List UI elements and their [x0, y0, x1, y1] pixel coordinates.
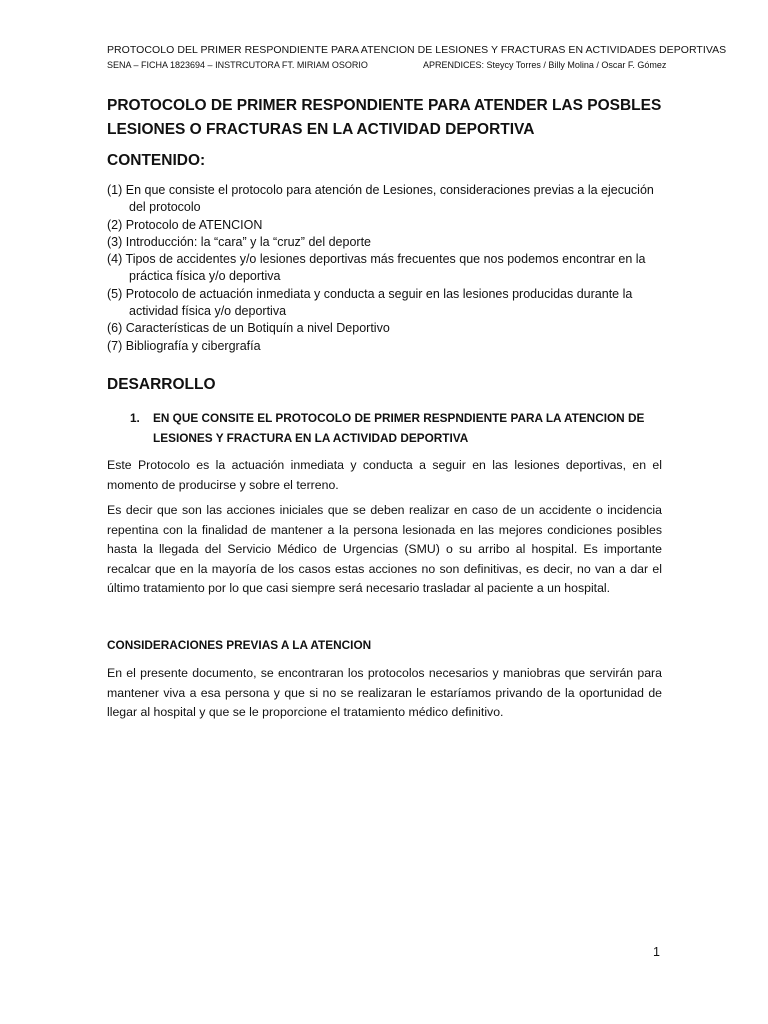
- paragraph-definition: Este Protocolo es la actuación inmediata y conducta a seguir en las lesiones deportivas, en el momento de producirse y sobre el terreno.: [107, 458, 662, 492]
- toc-item-text: (4) Tipos de accidentes y/o lesiones deportivas más frecuentes que nos podemos encontrar en la: [107, 252, 646, 267]
- running-header-institution: SENA – FICHA 1823694 – INSTRCUTORA FT. MIRIAM OSORIO: [107, 60, 368, 70]
- consideraciones-heading: CONSIDERACIONES PREVIAS A LA ATENCION: [107, 638, 372, 652]
- toc-item: [107, 320, 667, 337]
- toc-item: [107, 286, 667, 321]
- toc-item-continuation: práctica física y/o deportiva: [129, 269, 281, 284]
- toc-item: [107, 182, 667, 217]
- section-1-number: 1.: [130, 411, 140, 425]
- toc-item-continuation: del protocolo: [129, 200, 201, 215]
- toc-item-text: (3) Introducción: la “cara” y la “cruz” del deporte: [107, 234, 371, 249]
- toc-item: [107, 217, 667, 234]
- toc-item: [107, 234, 667, 251]
- section-1-title: EN QUE CONSITE EL PROTOCOLO DE PRIMER RESPNDIENTE PARA LA ATENCION DE LESIONES Y FRACTURA EN LA ACTIVIDAD DEPORTIVA: [153, 411, 645, 445]
- page-number: 1: [653, 945, 660, 959]
- toc-item: [107, 251, 667, 286]
- section-1-heading: [130, 408, 660, 448]
- toc-item-text: (2) Protocolo de ATENCION: [107, 217, 263, 232]
- toc-item-text: (1) En que consiste el protocolo para atención de Lesiones, consideraciones previas a la ejecución: [107, 183, 654, 197]
- document-title: PROTOCOLO DE PRIMER RESPONDIENTE PARA ATENDER LAS POSBLES LESIONES O FRACTURAS EN LA ACTIVIDAD DEPORTIVA: [107, 97, 662, 138]
- desarrollo-heading: DESARROLLO: [107, 376, 216, 393]
- table-of-contents: [107, 182, 667, 355]
- running-header-authors: APRENDICES: Steycy Torres / Billy Molina / Oscar F. Gómez: [423, 60, 667, 70]
- paragraph-consideraciones: En el presente documento, se encontraran los protocolos necesarios y maniobras que servirán para mantener viva a esa persona y que si no se realizaran le estaríamos privando de la oportunidad de llegar al hospital y que se le proporcione el tratamiento médico definitivo.: [107, 666, 662, 719]
- toc-item-text: (6) Características de un Botiquín a nivel Deportivo: [107, 321, 390, 336]
- paragraph-initial-actions: Es decir que son las acciones iniciales que se deben realizar en caso de un accidente o incidencia repentina con la finalidad de mantener a la persona lesionada en las mejores condiciones posibles hasta la llegada del Servicio Médico de Urgencias (SMU) o su arribo al hospital. Es importante recalcar que en la mayoría de los casos estas acciones no son definitivas, es decir, no van a dar el último tratamiento por lo que casi siempre será necesario trasladar al paciente a un hospital.: [107, 503, 662, 595]
- running-header-title: PROTOCOLO DEL PRIMER RESPONDIENTE PARA ATENCION DE LESIONES Y FRACTURAS EN ACTIVIDADES DEPORTIVAS: [107, 44, 727, 56]
- contenido-heading: CONTENIDO:: [107, 152, 206, 169]
- toc-item-text: (5) Protocolo de actuación inmediata y conducta a seguir en las lesiones producidas durante la: [107, 286, 633, 301]
- toc-item: [107, 338, 667, 355]
- toc-item-text: (7) Bibliografía y cibergrafía: [107, 338, 261, 353]
- running-header-info: [107, 60, 667, 70]
- toc-item-continuation: actividad física y/o deportiva: [129, 304, 287, 319]
